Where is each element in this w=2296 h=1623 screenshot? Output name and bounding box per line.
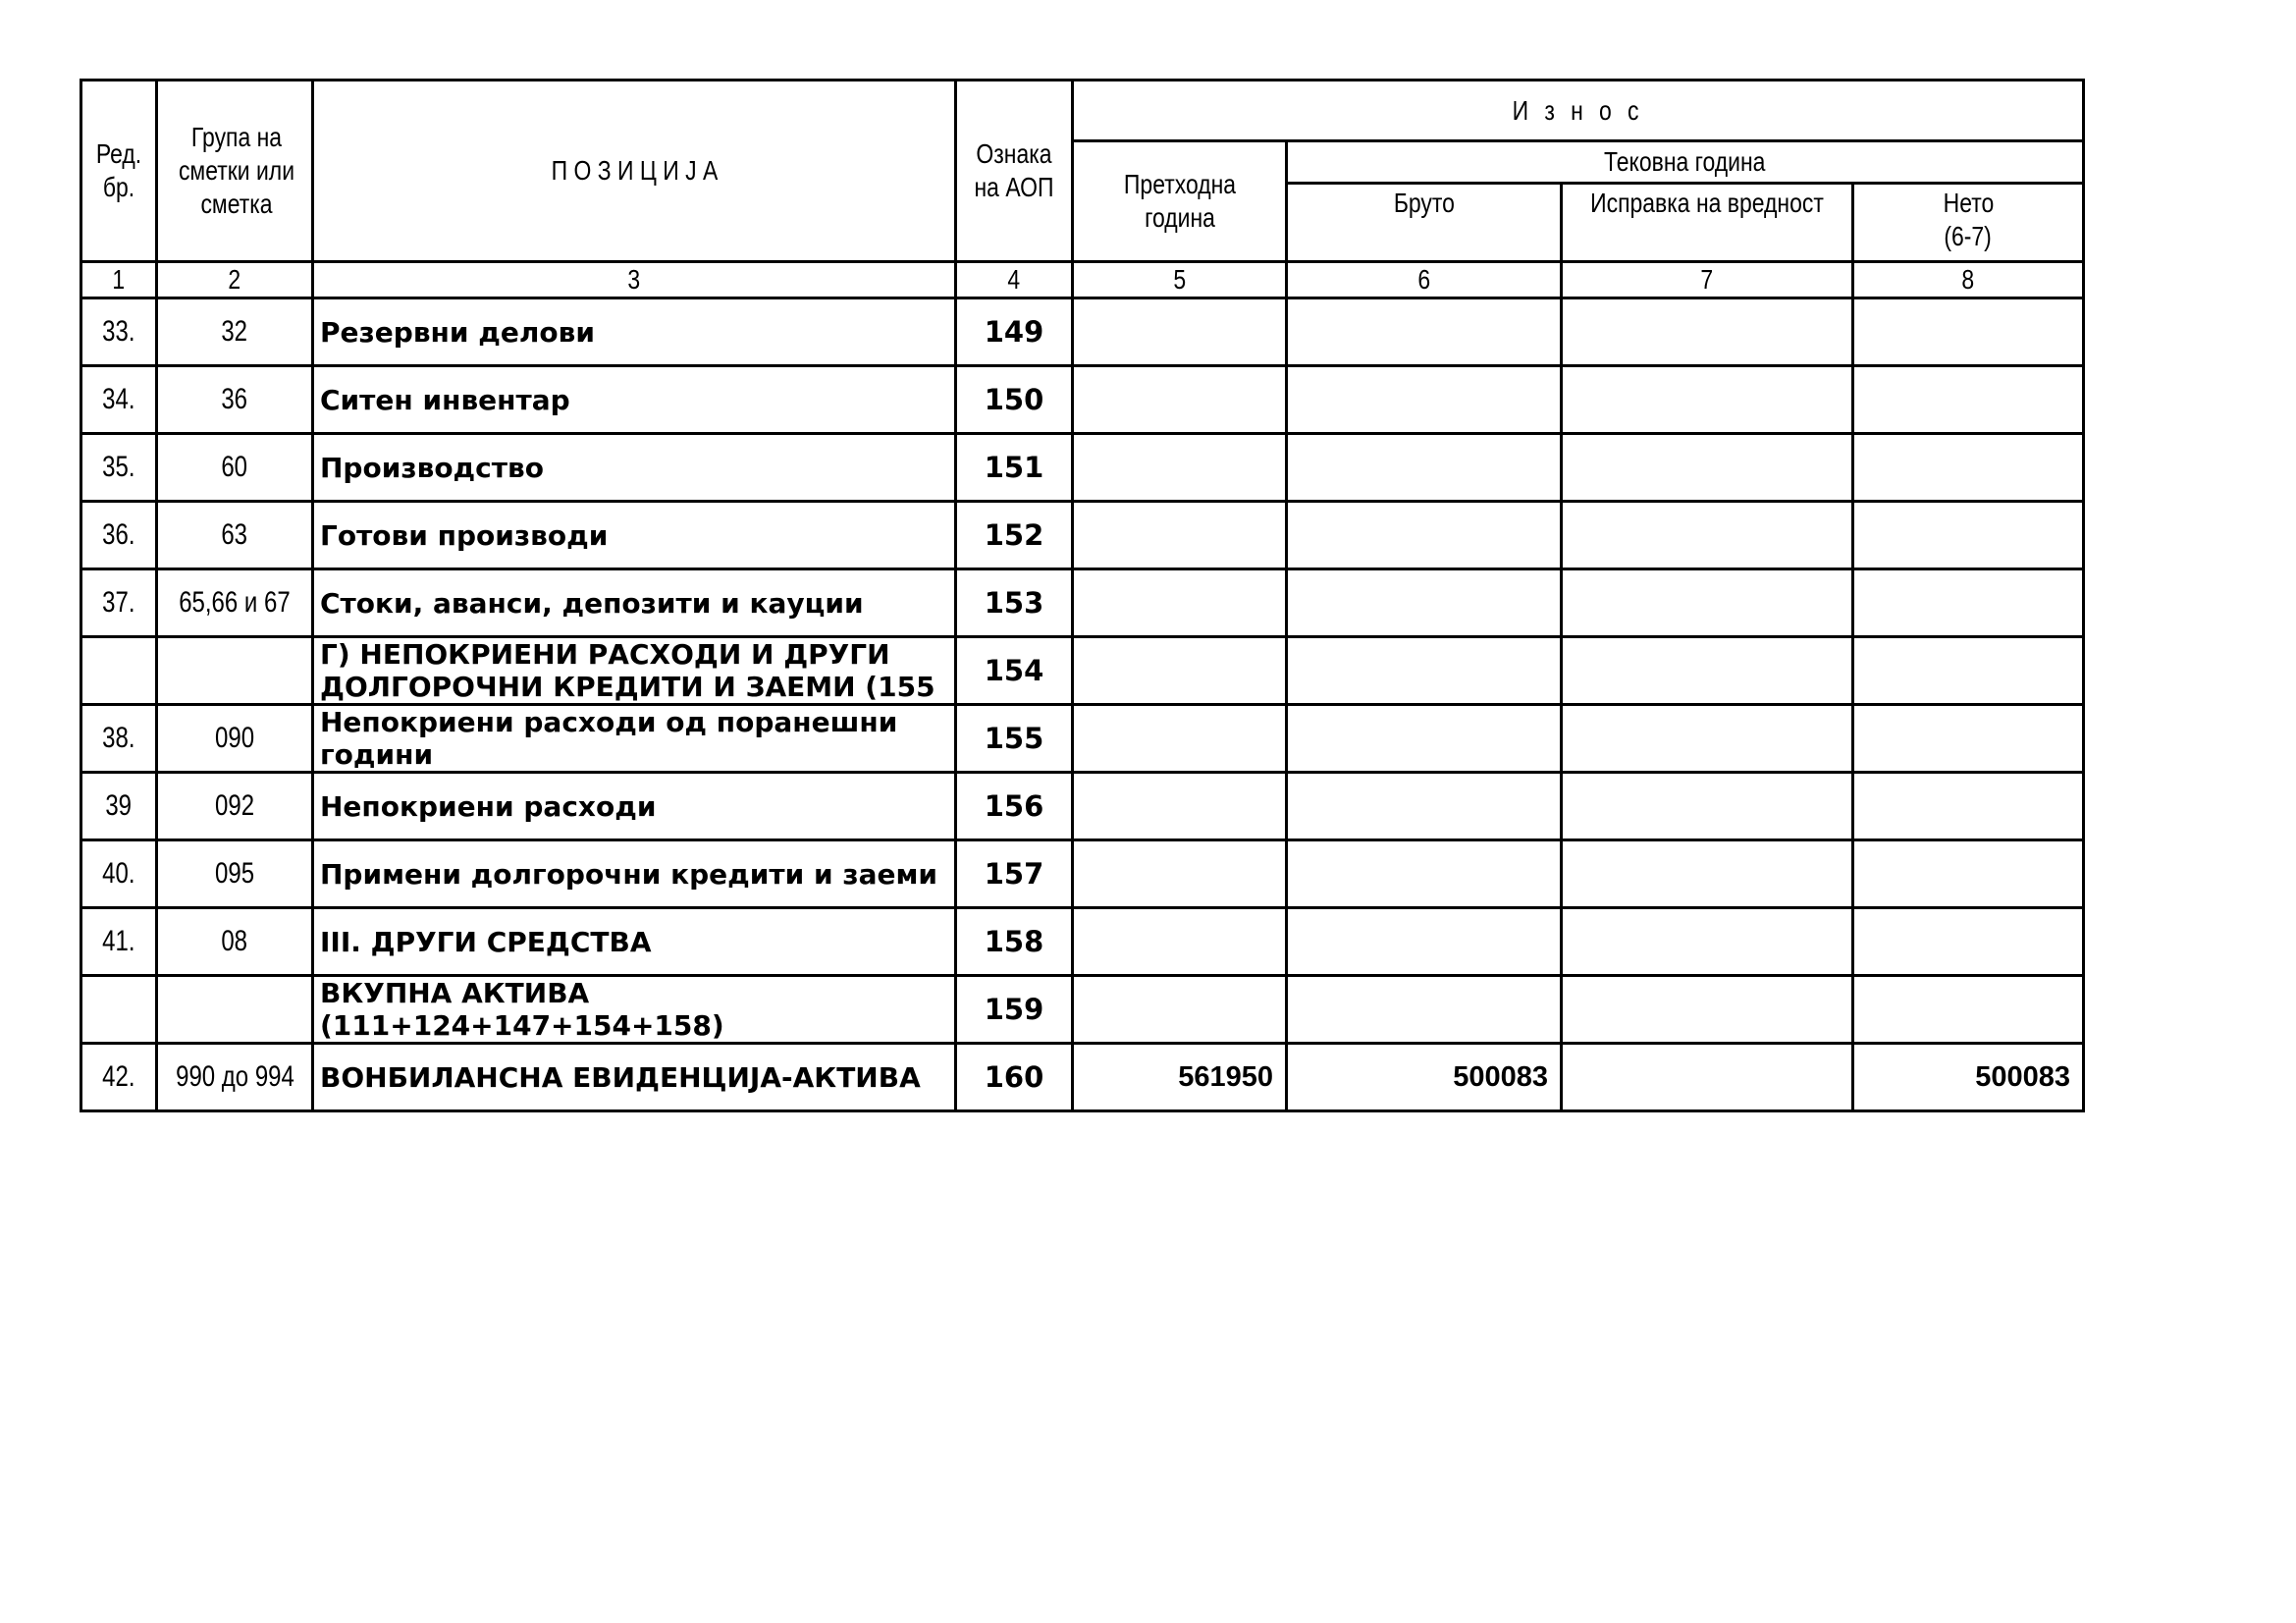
column-number-row [81, 262, 2084, 298]
correction-cell [1562, 976, 1853, 1044]
previous-year-cell [1073, 298, 1287, 366]
net-cell [1853, 569, 2084, 637]
correction-cell [1562, 840, 1853, 908]
header-grupa: Група на сметки или сметка [157, 81, 313, 262]
header-tekovna-godina: Тековна година [1287, 141, 2084, 184]
correction-cell [1562, 773, 1853, 840]
position-cell: Производство [313, 434, 956, 502]
table-row [81, 502, 2084, 569]
position-cell: ВКУПНА АКТИВА (111+124+147+154+158) [313, 976, 956, 1044]
aop-code-cell: 151 [956, 434, 1073, 502]
table-row [81, 434, 2084, 502]
row-number-cell: 36. [81, 502, 157, 569]
gross-cell [1287, 705, 1562, 773]
row-number-cell [81, 637, 157, 705]
account-group-cell: 08 [157, 908, 313, 976]
correction-cell [1562, 1044, 1853, 1111]
account-group-cell: 36 [157, 366, 313, 434]
col-number: 4 [956, 262, 1073, 298]
aop-code-cell: 158 [956, 908, 1073, 976]
header-pozicija: П О З И Ц И Ј А [313, 81, 956, 262]
correction-cell [1562, 637, 1853, 705]
net-cell [1853, 773, 2084, 840]
table-row [81, 569, 2084, 637]
previous-year-cell: 561950 [1073, 1044, 1287, 1111]
gross-cell [1287, 637, 1562, 705]
net-cell [1853, 434, 2084, 502]
account-group-cell: 090 [157, 705, 313, 773]
gross-cell: 500083 [1287, 1044, 1562, 1111]
col-number: 3 [313, 262, 956, 298]
col-number: 1 [81, 262, 157, 298]
position-cell: Ситен инвентар [313, 366, 956, 434]
position-cell: Готови производи [313, 502, 956, 569]
header-ispravka: Исправка на вредност [1562, 184, 1853, 262]
position-cell: Непокриени расходи [313, 773, 956, 840]
net-cell [1853, 298, 2084, 366]
previous-year-cell [1073, 705, 1287, 773]
row-number-cell: 41. [81, 908, 157, 976]
correction-cell [1562, 908, 1853, 976]
aop-code-cell: 152 [956, 502, 1073, 569]
previous-year-cell [1073, 569, 1287, 637]
aop-code-cell: 155 [956, 705, 1073, 773]
account-group-cell: 65,66 и 67 [157, 569, 313, 637]
aop-code-cell: 153 [956, 569, 1073, 637]
table-row [81, 840, 2084, 908]
gross-cell [1287, 840, 1562, 908]
net-cell [1853, 366, 2084, 434]
account-group-cell: 990 до 994 [157, 1044, 313, 1111]
net-cell [1853, 908, 2084, 976]
correction-cell [1562, 298, 1853, 366]
row-number-cell [81, 976, 157, 1044]
gross-cell [1287, 298, 1562, 366]
col-number: 2 [157, 262, 313, 298]
header-iznos: И з н о с [1073, 81, 2084, 141]
header-neto: Нето (6-7) [1853, 184, 2084, 262]
col-number: 6 [1287, 262, 1562, 298]
account-group-cell: 60 [157, 434, 313, 502]
previous-year-cell [1073, 366, 1287, 434]
previous-year-cell [1073, 637, 1287, 705]
row-number-cell: 33. [81, 298, 157, 366]
table-row [81, 366, 2084, 434]
table-row [81, 773, 2084, 840]
position-cell: III. ДРУГИ СРЕДСТВА [313, 908, 956, 976]
row-number-cell: 38. [81, 705, 157, 773]
position-cell: Г) НЕПОКРИЕНИ РАСХОДИ И ДРУГИ ДОЛГОРОЧНИ КРЕДИТИ И ЗАЕМИ (155 [313, 637, 956, 705]
header-prethodna-godina: Претходна година [1073, 141, 1287, 262]
net-cell: 500083 [1853, 1044, 2084, 1111]
previous-year-cell [1073, 502, 1287, 569]
col-number: 8 [1853, 262, 2084, 298]
gross-cell [1287, 569, 1562, 637]
net-cell [1853, 840, 2084, 908]
correction-cell [1562, 434, 1853, 502]
aop-code-cell: 150 [956, 366, 1073, 434]
balance-sheet-table [80, 79, 2085, 1112]
gross-cell [1287, 976, 1562, 1044]
position-cell: Непокриени расходи од поранешни години [313, 705, 956, 773]
account-group-cell [157, 637, 313, 705]
previous-year-cell [1073, 908, 1287, 976]
net-cell [1853, 705, 2084, 773]
aop-code-cell: 157 [956, 840, 1073, 908]
gross-cell [1287, 773, 1562, 840]
col-number: 7 [1562, 262, 1853, 298]
aop-code-cell: 149 [956, 298, 1073, 366]
correction-cell [1562, 569, 1853, 637]
correction-cell [1562, 502, 1853, 569]
correction-cell [1562, 366, 1853, 434]
previous-year-cell [1073, 773, 1287, 840]
data-rows [81, 298, 2084, 1111]
gross-cell [1287, 502, 1562, 569]
position-cell: ВОНБИЛАНСНА ЕВИДЕНЦИЈА-АКТИВА [313, 1044, 956, 1111]
row-number-cell: 35. [81, 434, 157, 502]
table-row [81, 637, 2084, 705]
correction-cell [1562, 705, 1853, 773]
account-group-cell: 095 [157, 840, 313, 908]
previous-year-cell [1073, 840, 1287, 908]
table-row [81, 705, 2084, 773]
gross-cell [1287, 434, 1562, 502]
header-oznaka-aop: Ознака на АОП [956, 81, 1073, 262]
account-group-cell [157, 976, 313, 1044]
aop-code-cell: 154 [956, 637, 1073, 705]
position-cell: Стоки, аванси, депозити и кауции [313, 569, 956, 637]
account-group-cell: 63 [157, 502, 313, 569]
row-number-cell: 40. [81, 840, 157, 908]
account-group-cell: 092 [157, 773, 313, 840]
header-red-br: Ред. бр. [81, 81, 157, 262]
position-cell: Резервни делови [313, 298, 956, 366]
aop-code-cell: 160 [956, 1044, 1073, 1111]
col-number: 5 [1073, 262, 1287, 298]
net-cell [1853, 637, 2084, 705]
net-cell [1853, 502, 2084, 569]
row-number-cell: 34. [81, 366, 157, 434]
aop-code-cell: 156 [956, 773, 1073, 840]
aop-code-cell: 159 [956, 976, 1073, 1044]
row-number-cell: 37. [81, 569, 157, 637]
header-bruto: Бруто [1287, 184, 1562, 262]
table-row [81, 976, 2084, 1044]
account-group-cell: 32 [157, 298, 313, 366]
table-row [81, 1044, 2084, 1111]
position-cell: Примени долгорочни кредити и заеми [313, 840, 956, 908]
previous-year-cell [1073, 434, 1287, 502]
table-row [81, 298, 2084, 366]
net-cell [1853, 976, 2084, 1044]
gross-cell [1287, 908, 1562, 976]
row-number-cell: 39 [81, 773, 157, 840]
previous-year-cell [1073, 976, 1287, 1044]
table-row [81, 908, 2084, 976]
row-number-cell: 42. [81, 1044, 157, 1111]
gross-cell [1287, 366, 1562, 434]
